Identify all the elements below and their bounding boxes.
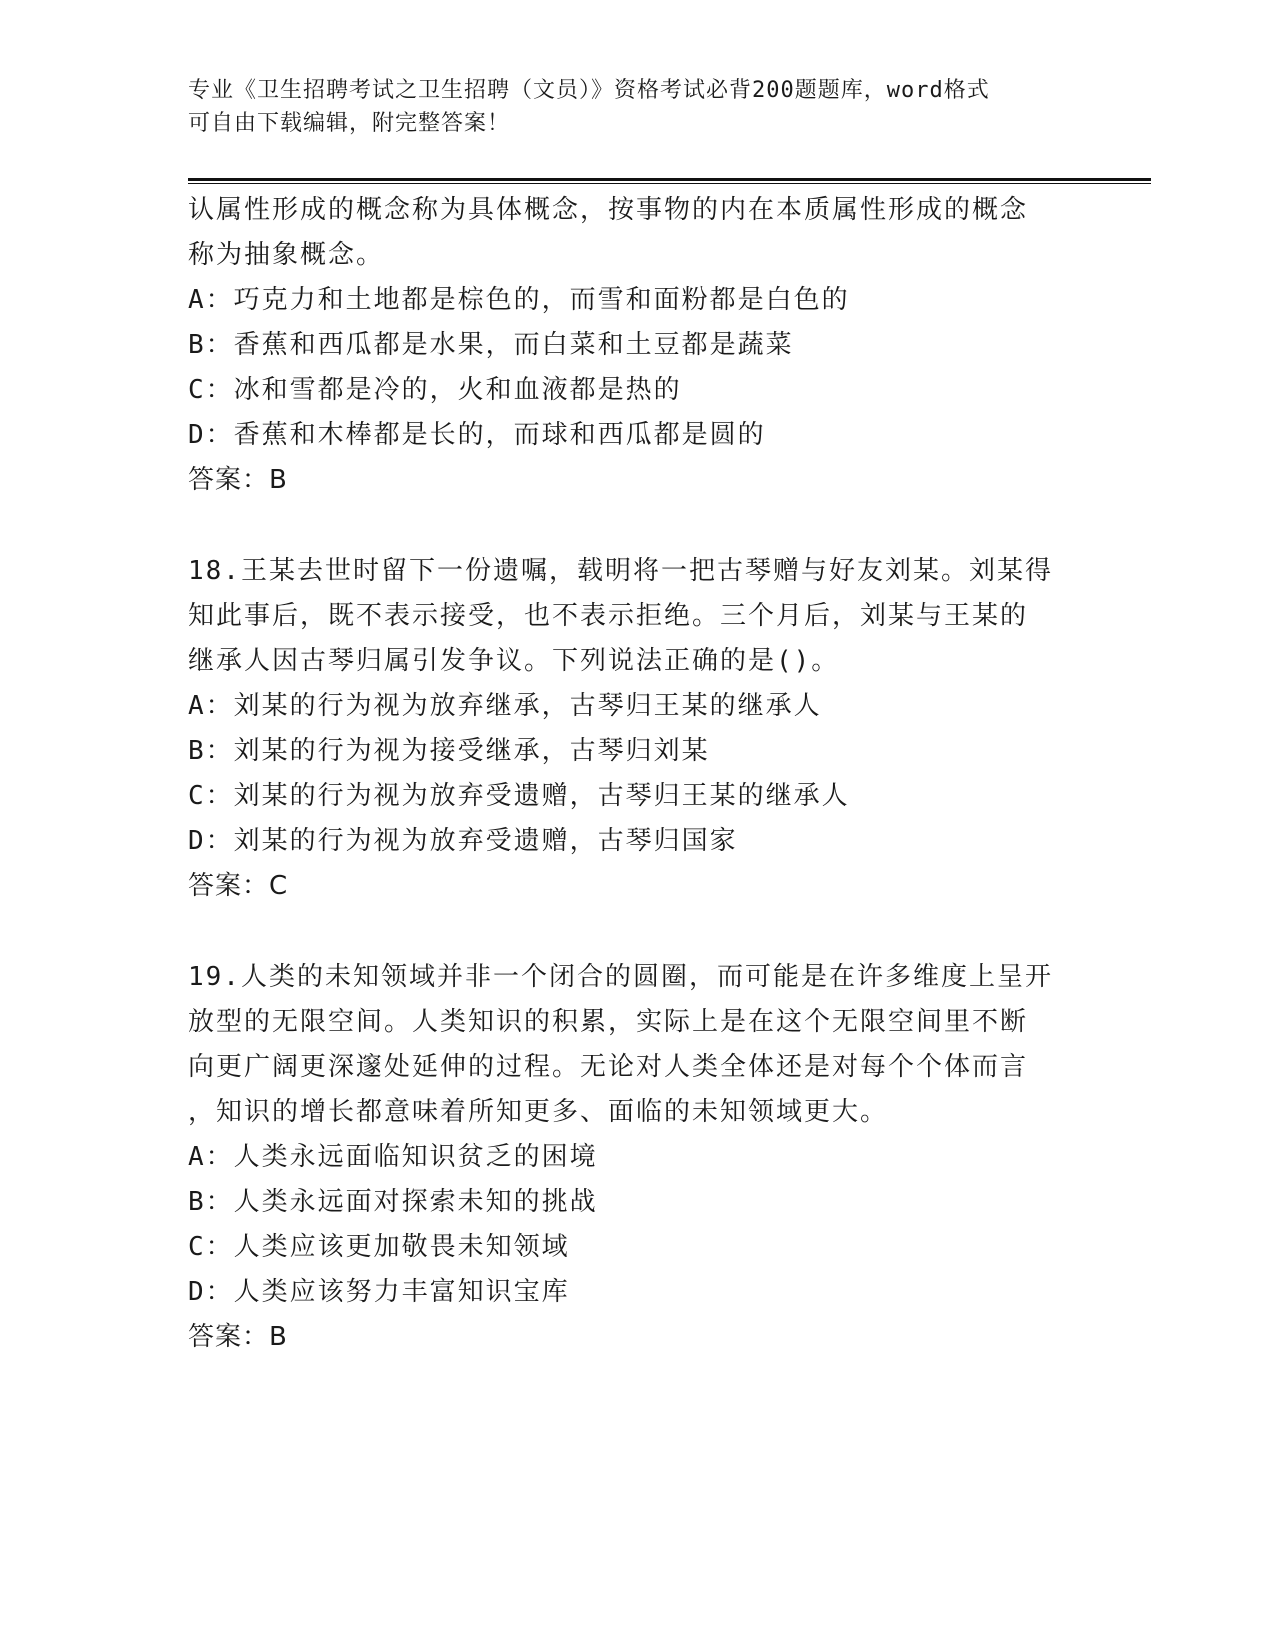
question-stem-line: 认属性形成的概念称为具体概念，按事物的内在本质属性形成的概念 (188, 195, 1029, 225)
question-stem-line: 继承人因古琴归属引发争议。下列说法正确的是()。 (188, 646, 840, 676)
question-stem-line: 称为抽象概念。 (188, 240, 385, 270)
header-line-1: 专业《卫生招聘考试之卫生招聘（文员）》资格考试必背200题题库，word格式 (188, 78, 990, 103)
option-b: B：刘某的行为视为接受继承，古琴归刘某 (188, 736, 710, 766)
question-stem-line: 向更广阔更深邃处延伸的过程。无论对人类全体还是对每个个体而言 (188, 1052, 1029, 1082)
spacer (188, 909, 1088, 955)
option-b: B：人类永远面对探索未知的挑战 (188, 1187, 598, 1217)
header-divider (188, 178, 1151, 181)
option-d: D：人类应该努力丰富知识宝库 (188, 1277, 570, 1307)
option-c: C：人类应该更加敬畏未知领域 (188, 1232, 570, 1262)
page-header (188, 74, 1088, 140)
header-divider-thin (188, 183, 1151, 184)
answer-line: 答案：C (188, 871, 289, 901)
option-a: A：人类永远面临知识贫乏的困境 (188, 1142, 598, 1172)
question-17 (188, 188, 1088, 503)
option-d: D：香蕉和木棒都是长的，而球和西瓜都是圆的 (188, 420, 766, 450)
answer-line: 答案：B (188, 1322, 288, 1352)
answer-line: 答案：B (188, 465, 288, 495)
option-b: B：香蕉和西瓜都是水果，而白菜和土豆都是蔬菜 (188, 330, 794, 360)
question-18 (188, 549, 1088, 909)
spacer (188, 503, 1088, 549)
question-stem-line: 18.王某去世时留下一份遗嘱，载明将一把古琴赠与好友刘某。刘某得 (188, 556, 1053, 586)
option-c: C：冰和雪都是冷的，火和血液都是热的 (188, 375, 682, 405)
header-line-2: 可自由下载编辑，附完整答案！ (188, 111, 511, 136)
question-stem-line: 19.人类的未知领域并非一个闭合的圆圈，而可能是在许多维度上呈开 (188, 962, 1053, 992)
option-a: A：刘某的行为视为放弃继承，古琴归王某的继承人 (188, 691, 822, 721)
option-a: A：巧克力和土地都是棕色的，而雪和面粉都是白色的 (188, 285, 850, 315)
question-19 (188, 955, 1088, 1360)
question-stem-line: 知此事后，既不表示接受，也不表示拒绝。三个月后，刘某与王某的 (188, 601, 1029, 631)
document-body (188, 188, 1088, 1360)
option-d: D：刘某的行为视为放弃受遗赠，古琴归国家 (188, 826, 738, 856)
question-stem-line: 放型的无限空间。人类知识的积累，实际上是在这个无限空间里不断 (188, 1007, 1029, 1037)
question-stem-line: ，知识的增长都意味着所知更多、面临的未知领域更大。 (188, 1097, 889, 1127)
option-c: C：刘某的行为视为放弃受遗赠，古琴归王某的继承人 (188, 781, 850, 811)
